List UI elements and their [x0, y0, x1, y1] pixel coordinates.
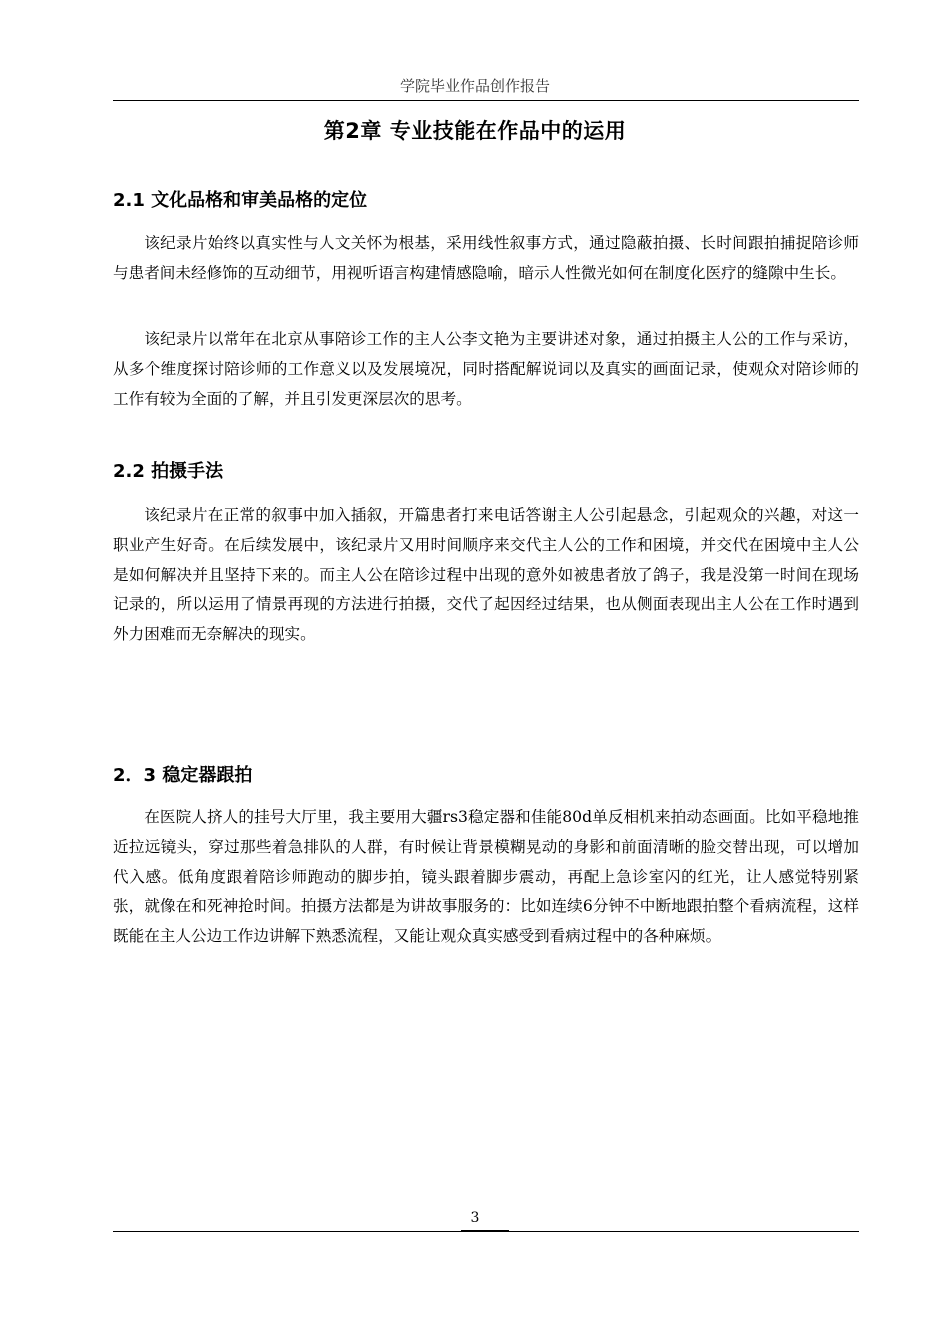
section-heading-2-1: 2.1 文化品格和审美品格的定位	[113, 190, 368, 211]
paragraph-2-3-a: 在医院人挤人的挂号大厅里，我主要用大疆rs3稳定器和佳能80d单反相机来拍动态画面。比如平稳地推近拉远镜头，穿过那些着急排队的人群，有时候让背景模糊晃动的身影和前面清晰的脸交替出现，可以增加代入感。低角度跟着陪诊师跑动的脚步拍，镜头跟着脚步震动，再配上急诊室闪的红光，让人感觉特别紧张，就像在和死神抢时间。拍摄方法都是为讲故事服务的：比如连续6分钟不中断地跟拍整个看病流程，这样既能在主人公边工作边讲解下熟悉流程，又能让观众真实感受到看病过程中的各种麻烦。	[113, 808, 859, 946]
section-heading-2-2: 2.2 拍摄手法	[113, 461, 224, 482]
page-number: 3	[470, 1210, 480, 1226]
chapter-title: 第2章 专业技能在作品中的运用	[323, 119, 627, 143]
running-header: 学院毕业作品创作报告	[399, 77, 550, 95]
header-divider	[113, 100, 859, 101]
paragraph-2-2-a: 该纪录片在正常的叙事中加入插叙，开篇患者打来电话答谢主人公引起悬念，引起观众的兴趣，对这一职业产生好奇。在后续发展中，该纪录片又用时间顺序来交代主人公的工作和困境，并交代在困境中主人公是如何解决并且坚持下来的。而主人公在陪诊过程中出现的意外如被患者放了鸽子，我是没第一时间在现场记录的，所以运用了情景再现的方法进行拍摄，交代了起因经过结果，也从侧面表现出主人公在工作时遇到外力困难而无奈解决的现实。	[113, 506, 859, 644]
paragraph-2-1-a: 该纪录片始终以真实性与人文关怀为根基，采用线性叙事方式，通过隐蔽拍摄、长时间跟拍捕捉陪诊师与患者间未经修饰的互动细节，用视听语言构建情感隐喻，暗示人性微光如何在制度化医疗的缝隙中生长。	[113, 234, 859, 282]
paragraph-2-1-b: 该纪录片以常年在北京从事陪诊工作的主人公李文艳为主要讲述对象，通过拍摄主人公的工作与采访，从多个维度探讨陪诊师的工作意义以及发展境况，同时搭配解说词以及真实的画面记录，使观众对陪诊师的工作有较为全面的了解，并且引发更深层次的思考。	[113, 330, 859, 408]
section-heading-2-3: 2．3 稳定器跟拍	[113, 765, 253, 786]
footer-divider-mark	[461, 1230, 509, 1232]
